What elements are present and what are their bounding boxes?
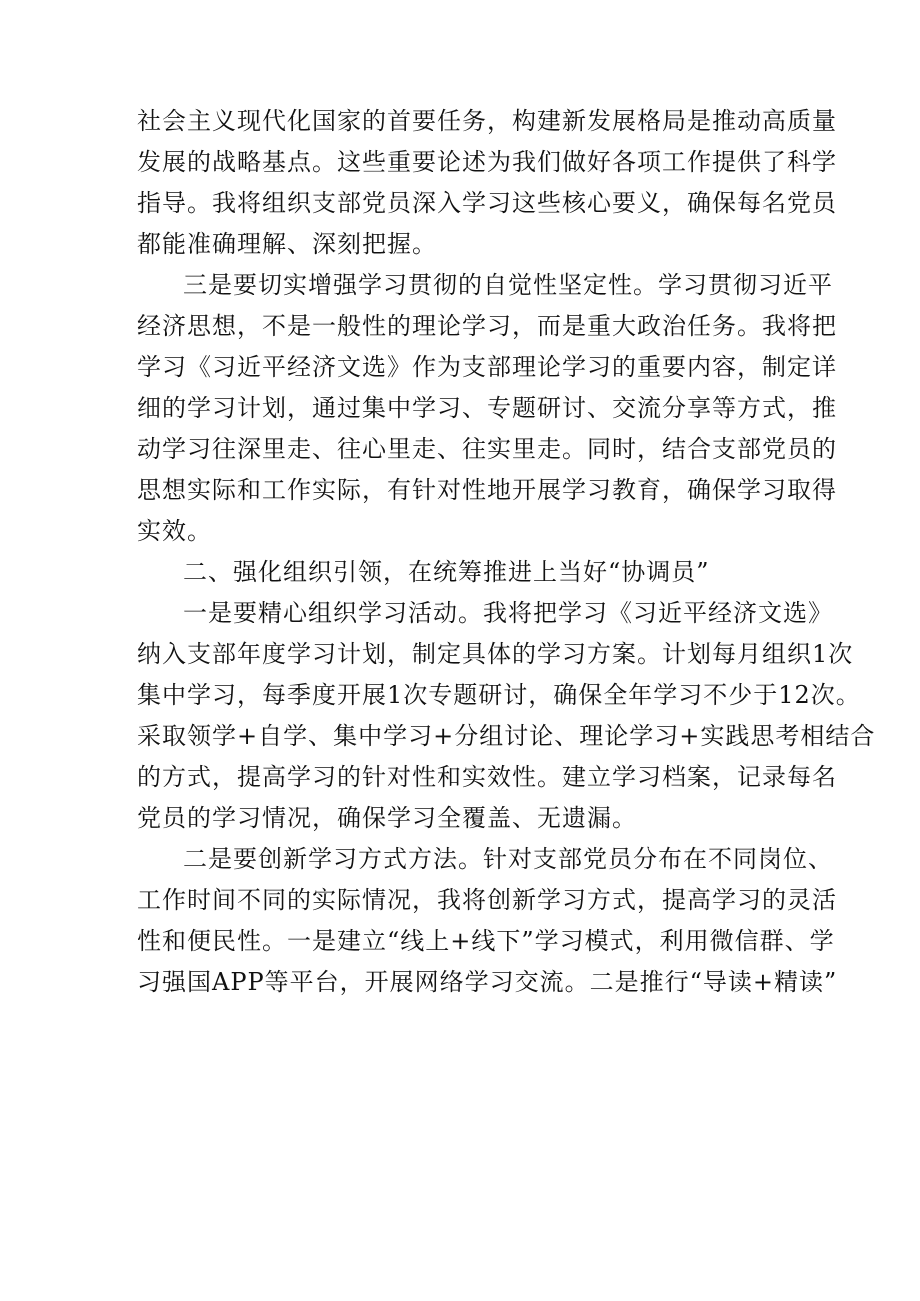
text-line: 党员的学习情况，确保学习全覆盖、无遗漏。 <box>137 804 637 832</box>
text-line: 采取领学+自学、集中学习+分组讨论、理论学习+实践思考相结合 <box>137 722 876 750</box>
text-line: 思想实际和工作实际，有针对性地开展学习教育，确保学习取得 <box>137 476 837 504</box>
text-line: 实效。 <box>137 517 212 545</box>
text-line: 的方式，提高学习的针对性和实效性。建立学习档案，记录每名 <box>137 763 837 791</box>
text-line: 性和便民性。一是建立“线上+线下”学习模式，利用微信群、学 <box>137 927 835 955</box>
text-line: 习强国APP等平台，开展网络学习交流。二是推行“导读+精读” <box>137 968 838 996</box>
document-body <box>137 101 876 1003</box>
text-line: 细的学习计划，通过集中学习、专题研讨、交流分享等方式，推 <box>137 394 837 422</box>
text-line: 经济思想，不是一般性的理论学习，而是重大政治任务。我将把 <box>137 312 837 340</box>
paragraph-first-line: 三是要切实增强学习贯彻的自觉性坚定性。学习贯彻习近平 <box>183 271 833 299</box>
text-line: 动学习往深里走、往心里走、往实里走。同时，结合支部党员的 <box>137 435 837 463</box>
text-line: 工作时间不同的实际情况，我将创新学习方式，提高学习的灵活 <box>137 886 837 914</box>
text-line: 学习《习近平经济文选》作为支部理论学习的重要内容，制定详 <box>137 353 837 381</box>
paragraph-first-line: 二是要创新学习方式方法。针对支部党员分布在不同岗位、 <box>183 845 833 873</box>
text-line: 发展的战略基点。这些重要论述为我们做好各项工作提供了科学 <box>137 148 837 176</box>
text-line: 集中学习，每季度开展1次专题研讨，确保全年学习不少于12次。 <box>137 681 861 709</box>
text-line: 纳入支部年度学习计划，制定具体的学习方案。计划每月组织1次 <box>137 640 854 668</box>
section-heading: 二、强化组织引领，在统筹推进上当好“协调员” <box>183 558 710 586</box>
text-line: 社会主义现代化国家的首要任务，构建新发展格局是推动高质量 <box>137 107 837 135</box>
paragraph-first-line: 一是要精心组织学习活动。我将把学习《习近平经济文选》 <box>183 599 833 627</box>
text-line: 指导。我将组织支部党员深入学习这些核心要义，确保每名党员 <box>137 189 837 217</box>
text-line: 都能准确理解、深刻把握。 <box>137 230 437 258</box>
